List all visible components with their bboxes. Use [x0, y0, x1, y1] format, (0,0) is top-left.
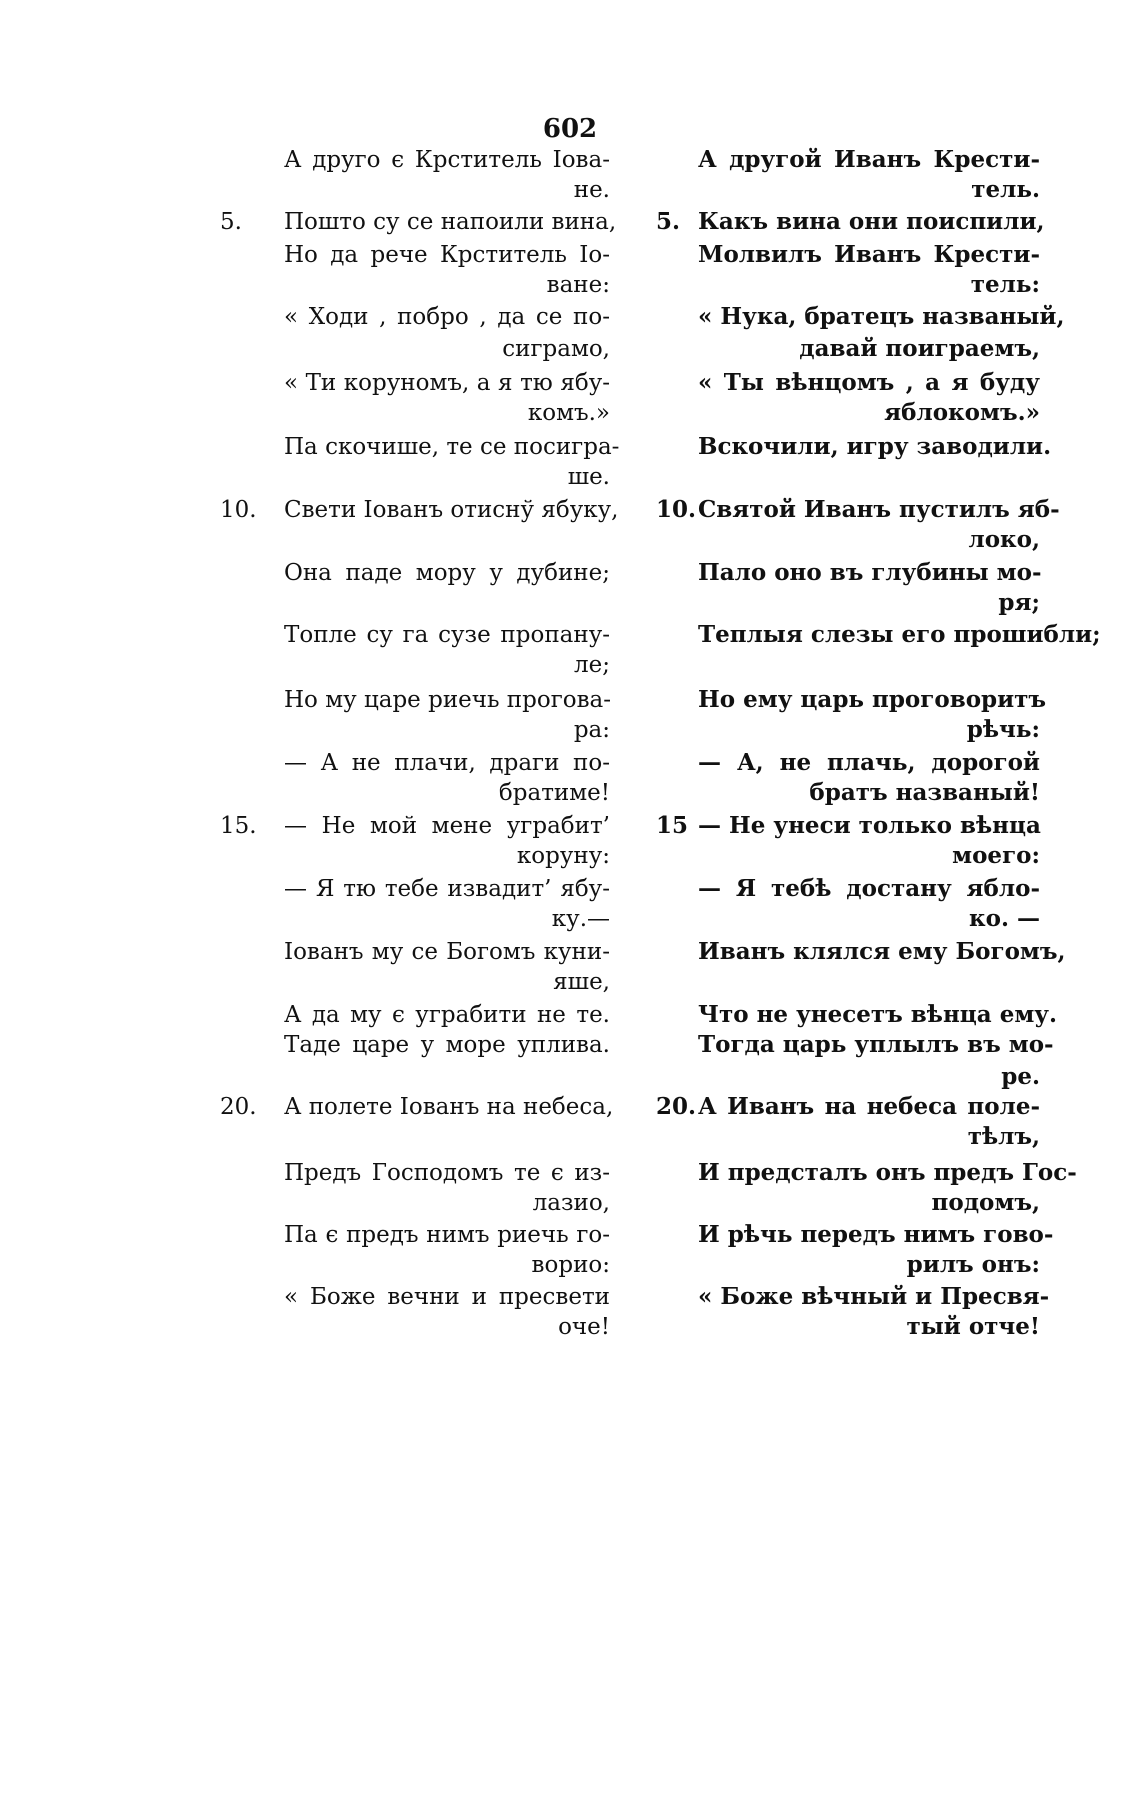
- verse-text: яше,: [553, 969, 610, 995]
- verse-number: 15: [656, 812, 689, 839]
- verse-text: оче!: [558, 1314, 610, 1340]
- verse-text: рилъ онъ:: [906, 1251, 1040, 1278]
- verse-text: лазио,: [532, 1190, 610, 1216]
- verse-text: Иванъ клялся ему Богомъ,: [698, 938, 1066, 965]
- verse-text: Но ему царь проговоритъ: [698, 686, 1047, 713]
- verse-number: 10.: [656, 496, 697, 523]
- page-number: 602: [542, 114, 598, 144]
- verse-text: Она паде мору у дубине;: [284, 560, 610, 586]
- verse-text: моего:: [952, 842, 1040, 869]
- verse-text: А друго є Крститель Іова-: [284, 147, 610, 173]
- verse-text: ко. —: [969, 905, 1040, 932]
- verse-text: локо,: [968, 526, 1040, 553]
- verse-text: Пошто су се напоили вина,: [284, 209, 617, 235]
- verse-text: Іованъ му се Богомъ куни-: [284, 939, 610, 965]
- verse-text: « Ти коруномъ, а я тю ябу-: [284, 370, 610, 396]
- verse-text: Пало оно въ глубины мо-: [698, 559, 1042, 586]
- verse-text: Но да рече Крститель Іо-: [284, 242, 610, 268]
- verse-text: Свети Іованъ отиснў ябуку,: [284, 497, 619, 523]
- verse-text: рѣчь:: [966, 716, 1040, 743]
- verse-text: Молвилъ Иванъ Крести-: [698, 241, 1040, 268]
- verse-text: А да му є уграбити не те.: [284, 1002, 610, 1028]
- verse-number: 20.: [220, 1094, 257, 1120]
- verse-text: Что не унесетъ вѣнца ему.: [698, 1001, 1058, 1028]
- verse-text: братиме!: [498, 780, 610, 806]
- verse-text: — Я тебѣ достану ябло-: [698, 875, 1040, 902]
- verse-text: « Боже вечни и пресвети: [284, 1284, 610, 1310]
- verse-text: Вскочили, игру заводили.: [698, 433, 1052, 460]
- verse-text: сиграмо,: [502, 336, 610, 362]
- verse-text: тель.: [971, 176, 1040, 203]
- verse-text: « Ты вѣнцомъ , а я буду: [698, 369, 1040, 396]
- verse-text: не.: [573, 177, 610, 203]
- verse-text: — А, не плачь, дорогой: [698, 749, 1040, 776]
- verse-text: « Ходи , побро , да се по-: [284, 304, 610, 330]
- verse-text: тель:: [970, 271, 1040, 298]
- verse-number: 5.: [220, 209, 242, 235]
- verse-text: И рѣчь передъ нимъ гово-: [698, 1221, 1054, 1248]
- verse-text: А Иванъ на небеса поле-: [698, 1093, 1040, 1120]
- verse-number: 10.: [220, 497, 257, 523]
- verse-text: А другой Иванъ Крести-: [698, 146, 1040, 173]
- verse-text: ше.: [567, 464, 610, 490]
- verse-text: ване:: [546, 272, 610, 298]
- verse-text: тѣлъ,: [967, 1123, 1040, 1150]
- verse-number: 20.: [656, 1093, 697, 1120]
- verse-text: — Я тю тебе извадит’ ябу-: [284, 876, 610, 902]
- verse-text: — А не плачи, драги по-: [284, 750, 610, 776]
- verse-text: Какъ вина они поиспили,: [698, 208, 1045, 235]
- verse-text: — Не унеси только вѣнца: [698, 812, 1041, 839]
- verse-text: ра:: [573, 717, 610, 743]
- verse-number: 15.: [220, 813, 257, 839]
- verse-text: яблокомъ.»: [884, 399, 1040, 426]
- verse-number: 5.: [656, 208, 681, 235]
- verse-text: Па є предъ нимъ риечь го-: [284, 1222, 610, 1248]
- verse-text: Па скочише, те се посигра-: [284, 434, 620, 460]
- verse-text: коруну:: [516, 843, 610, 869]
- verse-text: тый отче!: [906, 1313, 1040, 1340]
- verse-text: « Боже вѣчный и Пресвя-: [698, 1283, 1050, 1310]
- verse-text: Тогда царь уплылъ въ мо-: [698, 1031, 1054, 1058]
- verse-text: комъ.»: [527, 400, 610, 426]
- verse-text: Предъ Господомъ те є из-: [284, 1160, 610, 1186]
- verse-text: Таде царе у море уплива.: [284, 1032, 610, 1058]
- verse-text: ря;: [998, 589, 1040, 616]
- verse-text: И предсталъ онъ предъ Гос-: [698, 1159, 1077, 1186]
- verse-text: Но му царе риечь прогова-: [284, 687, 612, 713]
- verse-text: ле;: [574, 652, 610, 678]
- verse-text: ворио:: [531, 1252, 610, 1278]
- verse-text: давай поиграемъ,: [799, 335, 1040, 362]
- verse-text: Святой Иванъ пустилъ яб-: [698, 496, 1060, 523]
- verse-text: — Не мой мене уграбит’: [284, 813, 610, 839]
- verse-text: подомъ,: [931, 1189, 1040, 1216]
- verse-text: « Нука, братецъ названый,: [698, 303, 1065, 330]
- verse-text: Топле су га сузе пропану-: [284, 622, 610, 648]
- verse-text: А полете Іованъ на небеса,: [284, 1094, 614, 1120]
- verse-text: ре.: [1001, 1063, 1040, 1090]
- verse-text: братъ названый!: [809, 779, 1040, 806]
- verse-text: Теплыя слезы его прошибли;: [698, 621, 1101, 648]
- verse-text: ку.—: [551, 906, 610, 932]
